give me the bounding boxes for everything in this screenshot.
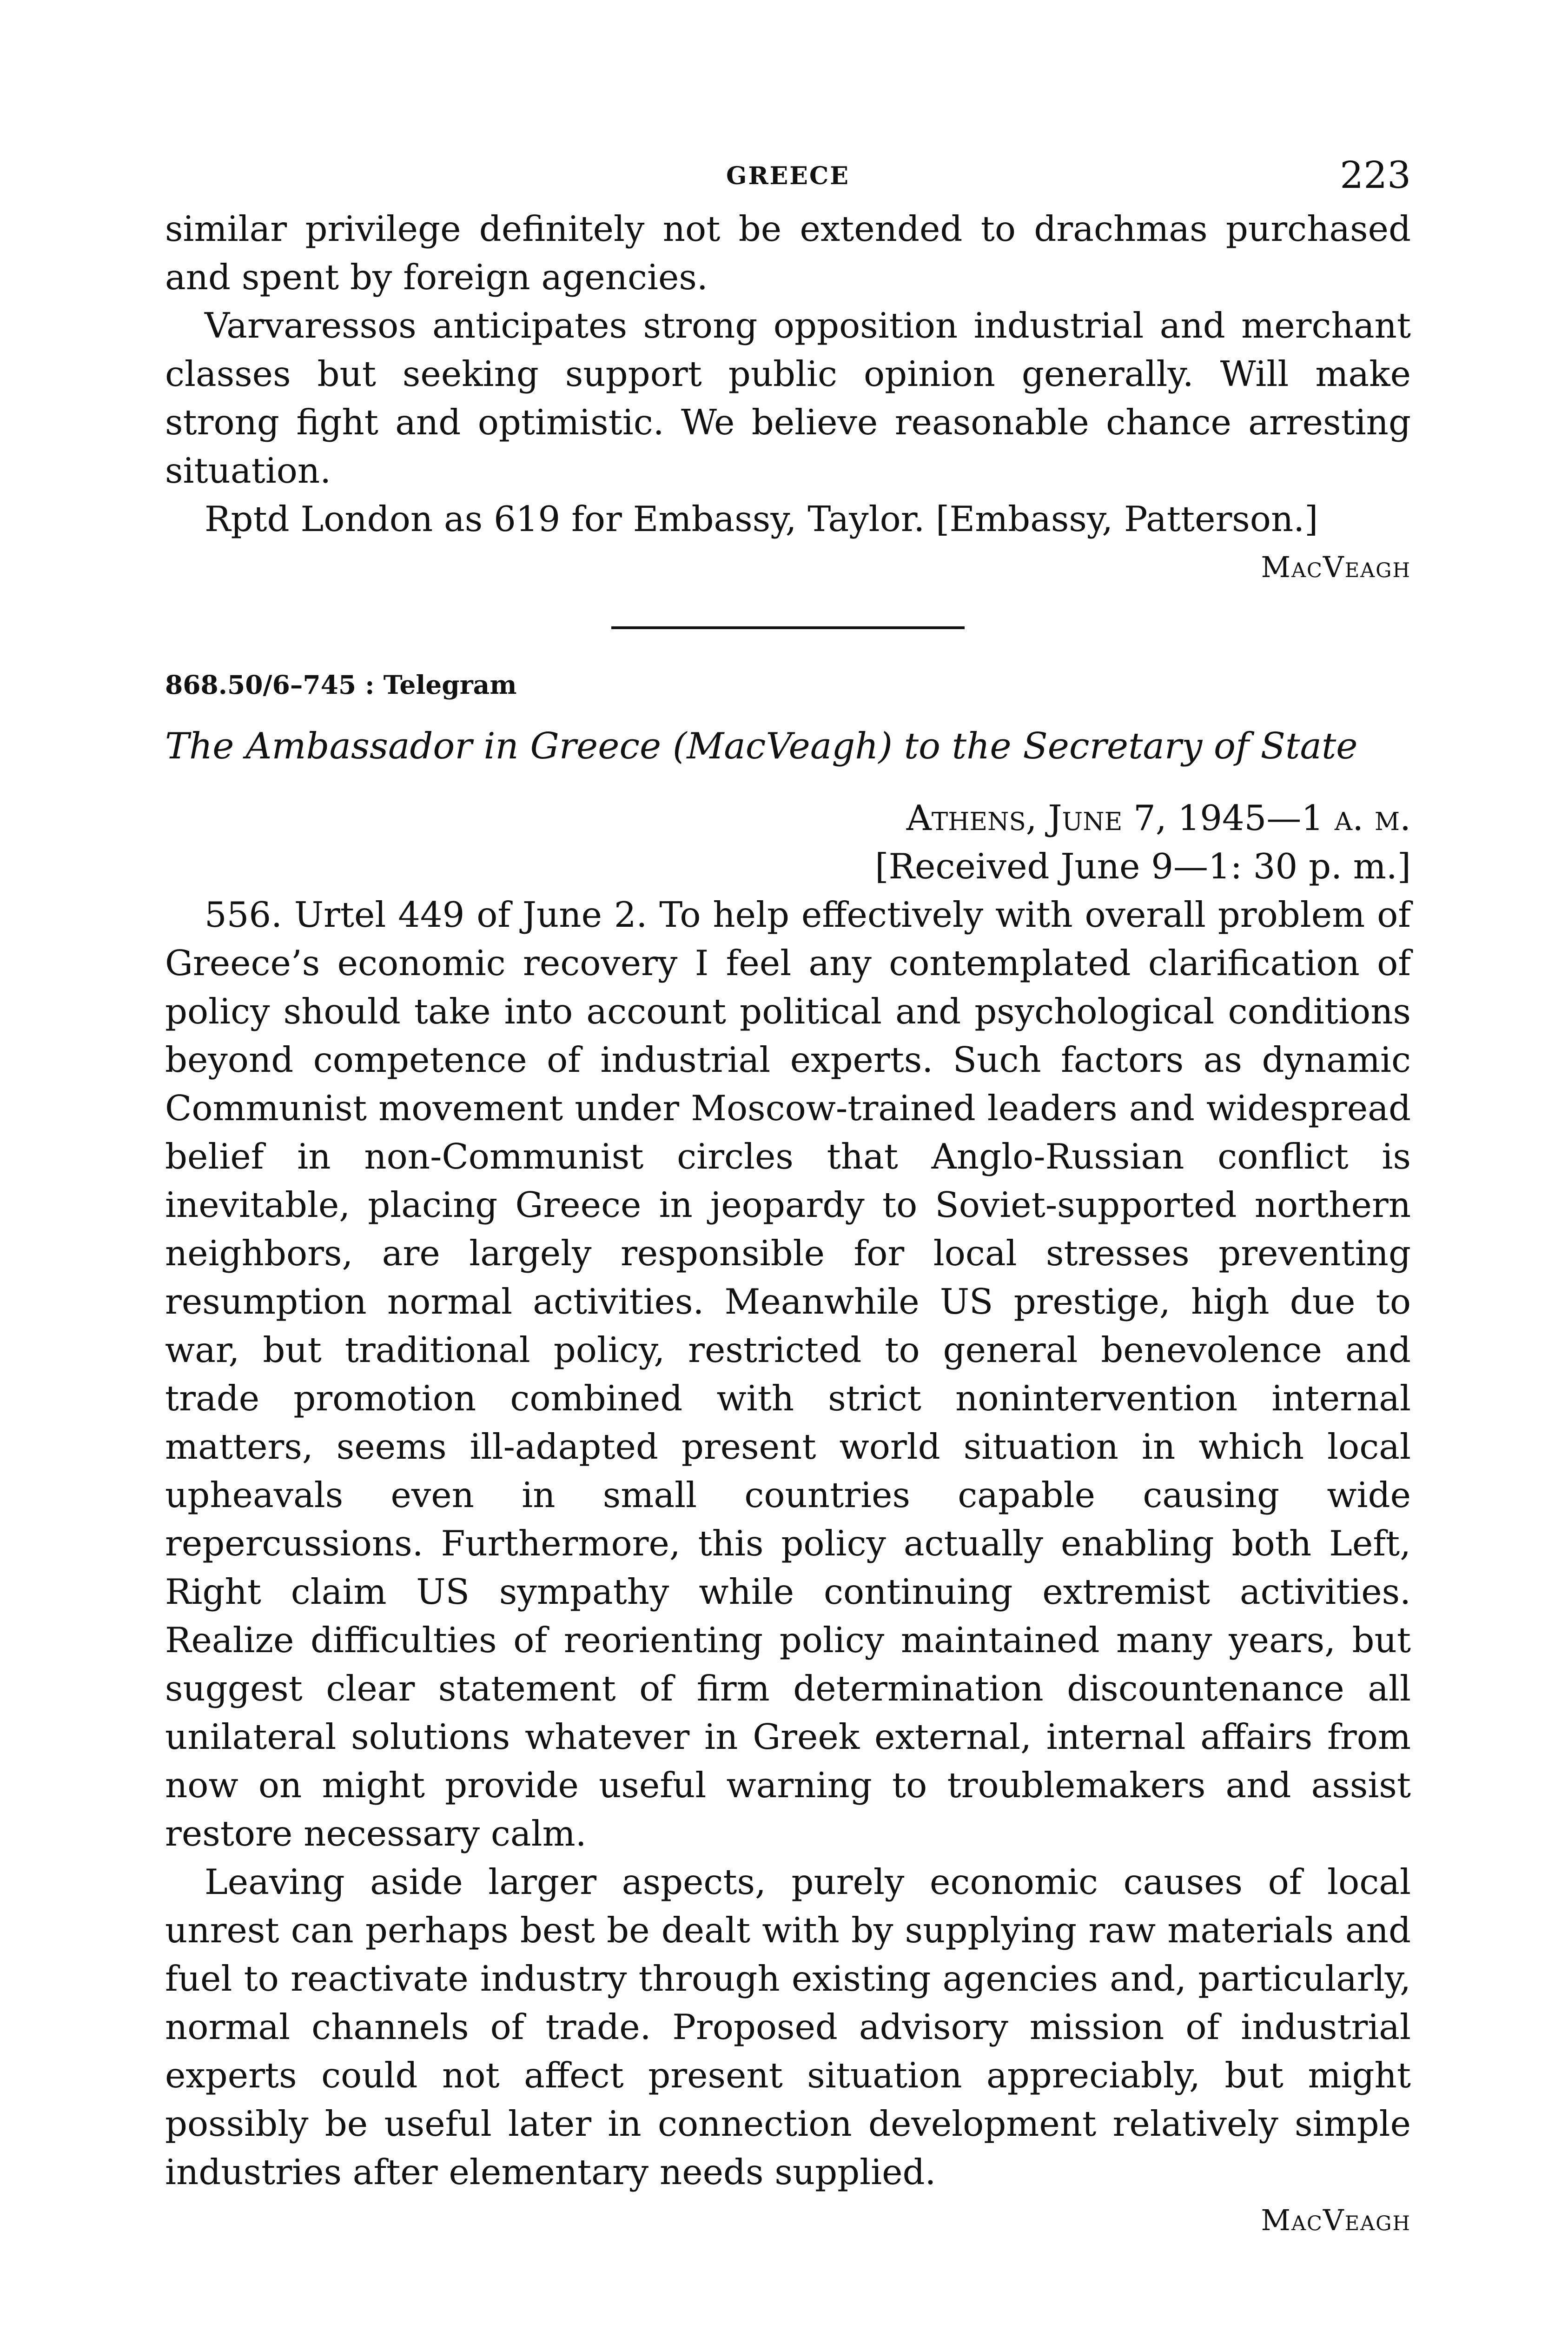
document-heading: The Ambassador in Greece (MacVeagh) to the Secretary of State — [165, 725, 1358, 767]
running-title: GREECE — [726, 162, 850, 190]
running-header — [165, 153, 1411, 195]
document-signature: MacVeagh — [1261, 2203, 1411, 2237]
preceding-paragraph-continuation: similar privilege definitely not be extended to drachmas purchased and spent by foreign agencies. — [165, 208, 1411, 298]
page-number: 223 — [1340, 153, 1411, 197]
preceding-paragraph-repeat-note: Rptd London as 619 for Embassy, Taylor. [Embassy, Patterson.] — [205, 498, 1318, 539]
body-paragraph: 556. Urtel 449 of June 2. To help effectively with overall problem of Greece’s economic recovery I feel any contemplated clarification of policy should take into account political and psychological conditions beyond competence of industrial experts. Such factors as dynamic Communist movement under Moscow-trained leaders and widespread belief in non-Communist circles that Anglo-Russian conflict is inevitable, placing Greece in jeopardy to Soviet-supported northern neighbors, are largely responsible for local stresses preventing resumption normal activities. Meanwhile US prestige, high due to war, but traditional policy, restricted to general benevolence and trade promotion combined with strict nonintervention internal matters, seems ill-adapted present world situation in which local upheavals even in small countries capable causing wide repercussions. Furthermore, this policy actually enabling both Left, Right claim US sympathy while continuing extremist activities. Realize difficulties of reorienting policy maintained many years, but suggest clear statement of firm determination discountenance all unilateral solutions whatever in Greek external, internal affairs from now on might provide useful warning to troublemakers and assist restore necessary calm. — [165, 894, 1411, 1854]
dateline-sent: Athens, June 7, 1945—1 a. m. — [906, 797, 1411, 838]
file-reference: 868.50/6–745 : Telegram — [165, 670, 517, 700]
preceding-signature: MacVeagh — [1261, 550, 1411, 584]
preceding-paragraph: Varvaressos anticipates strong opposition industrial and merchant classes but seeking support public opinion generally. Will make strong fight and optimistic. We believe reasonable chance arresting situation. — [165, 305, 1411, 491]
section-divider — [611, 626, 965, 629]
dateline-received: [Received June 9—1: 30 p. m.] — [875, 846, 1411, 887]
document-page — [165, 153, 1411, 2245]
body-paragraph: Leaving aside larger aspects, purely economic causes of local unrest can perhaps best be dealt with by supplying raw materials and fuel to reactivate industry through existing agencies and, particularly, normal channels of trade. Proposed advisory mission of industrial experts could not affect present situation appreciably, but might possibly be useful later in connection development relatively simple industries after elementary needs supplied. — [165, 1861, 1411, 2192]
